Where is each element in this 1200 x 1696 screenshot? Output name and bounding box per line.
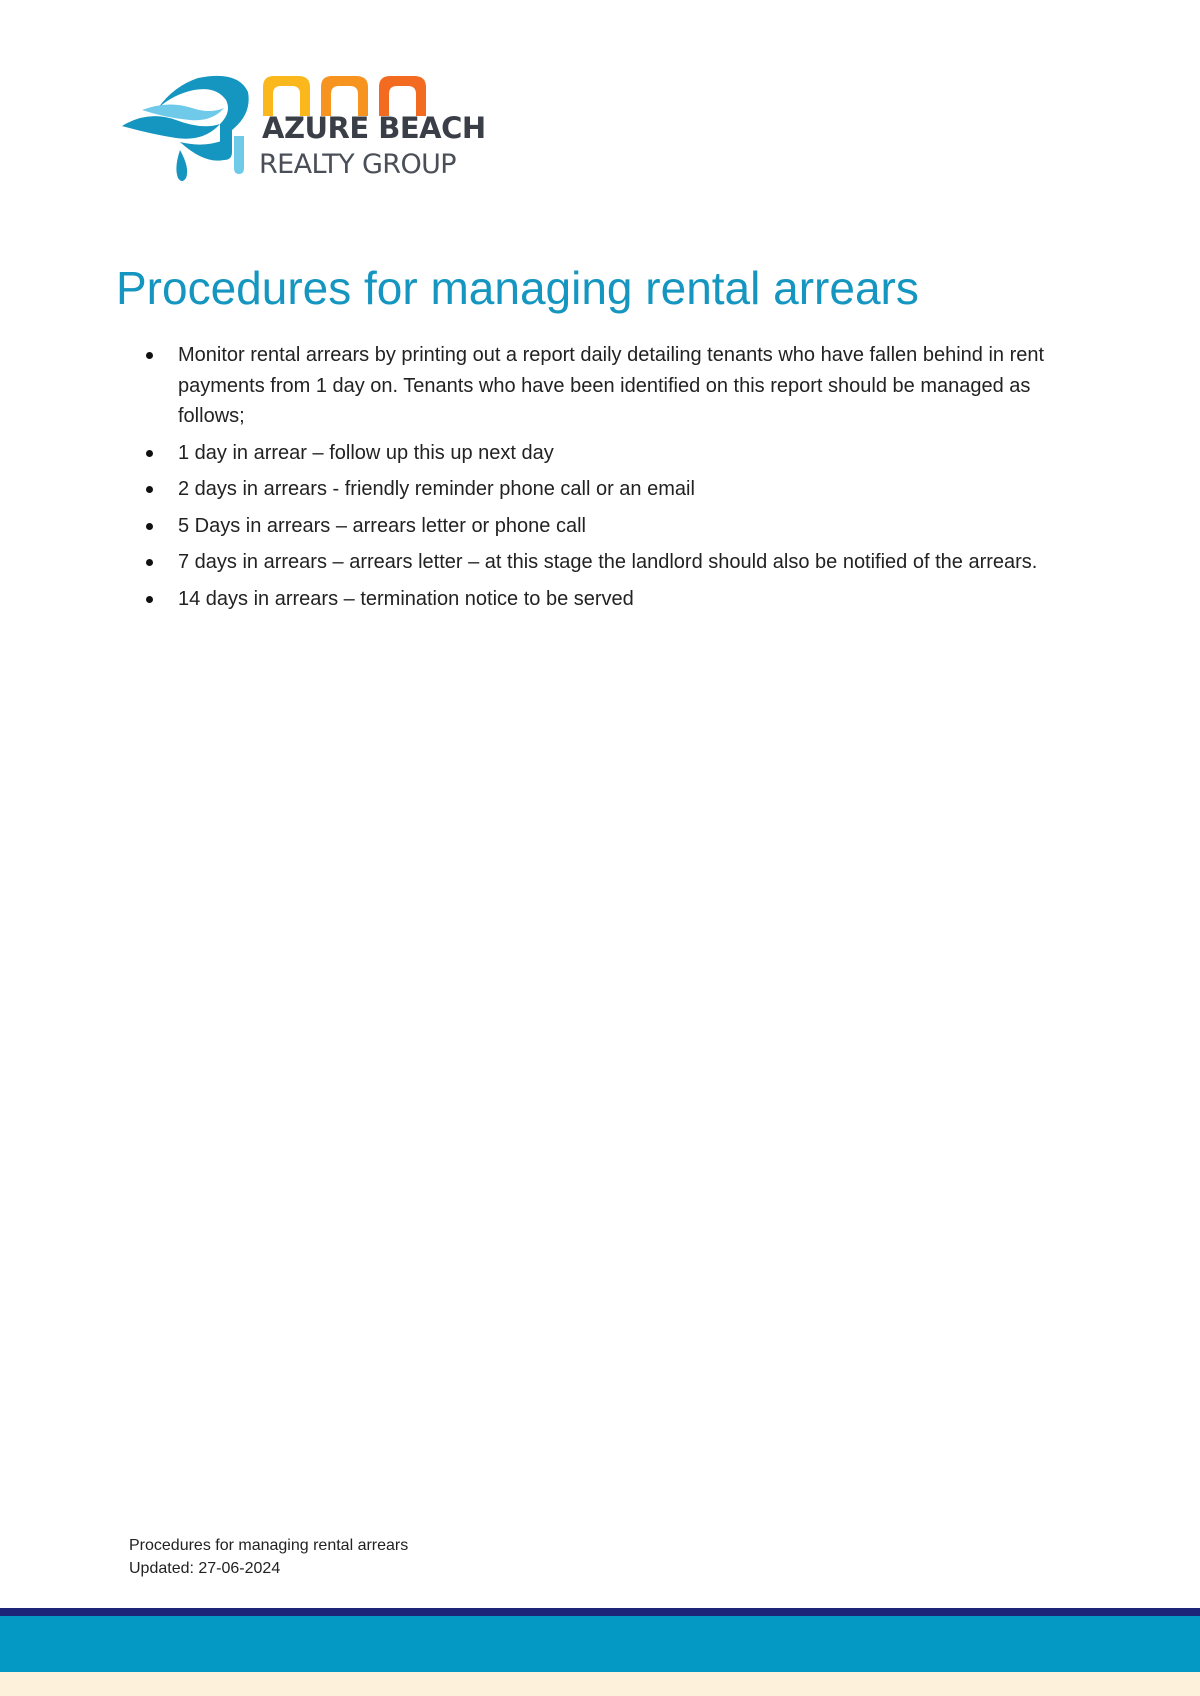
- footer-band-cream: [0, 1672, 1200, 1696]
- logo-text-primary: AZURE BEACH: [262, 111, 486, 145]
- footer-updated-date: Updated: 27-06-2024: [129, 1560, 281, 1577]
- document-title: Procedures for managing rental arrears: [116, 262, 919, 314]
- list-item: 5 Days in arrears – arrears letter or phone call: [178, 511, 1078, 542]
- footer-band-blue: [0, 1616, 1200, 1672]
- list-item: 7 days in arrears – arrears letter – at this stage the landlord should also be notified of the arrears.: [178, 547, 1078, 578]
- footer-band-navy: [0, 1608, 1200, 1616]
- list-item: 14 days in arrears – termination notice to be served: [178, 584, 1078, 615]
- list-item: 1 day in arrear – follow up this up next day: [178, 438, 1078, 469]
- list-item: Monitor rental arrears by printing out a report daily detailing tenants who have fallen behind in rent payments from 1 day on. Tenants who have been identified on this report should be managed as follows;: [178, 340, 1078, 432]
- logo-text-secondary: REALTY GROUP: [259, 149, 456, 180]
- footer-document-name: Procedures for managing rental arrears: [129, 1537, 409, 1554]
- company-logo: [120, 72, 490, 192]
- list-item: 2 days in arrears - friendly reminder phone call or an email: [178, 474, 1078, 505]
- procedure-list: [178, 340, 1078, 620]
- page-footer: [129, 1534, 408, 1580]
